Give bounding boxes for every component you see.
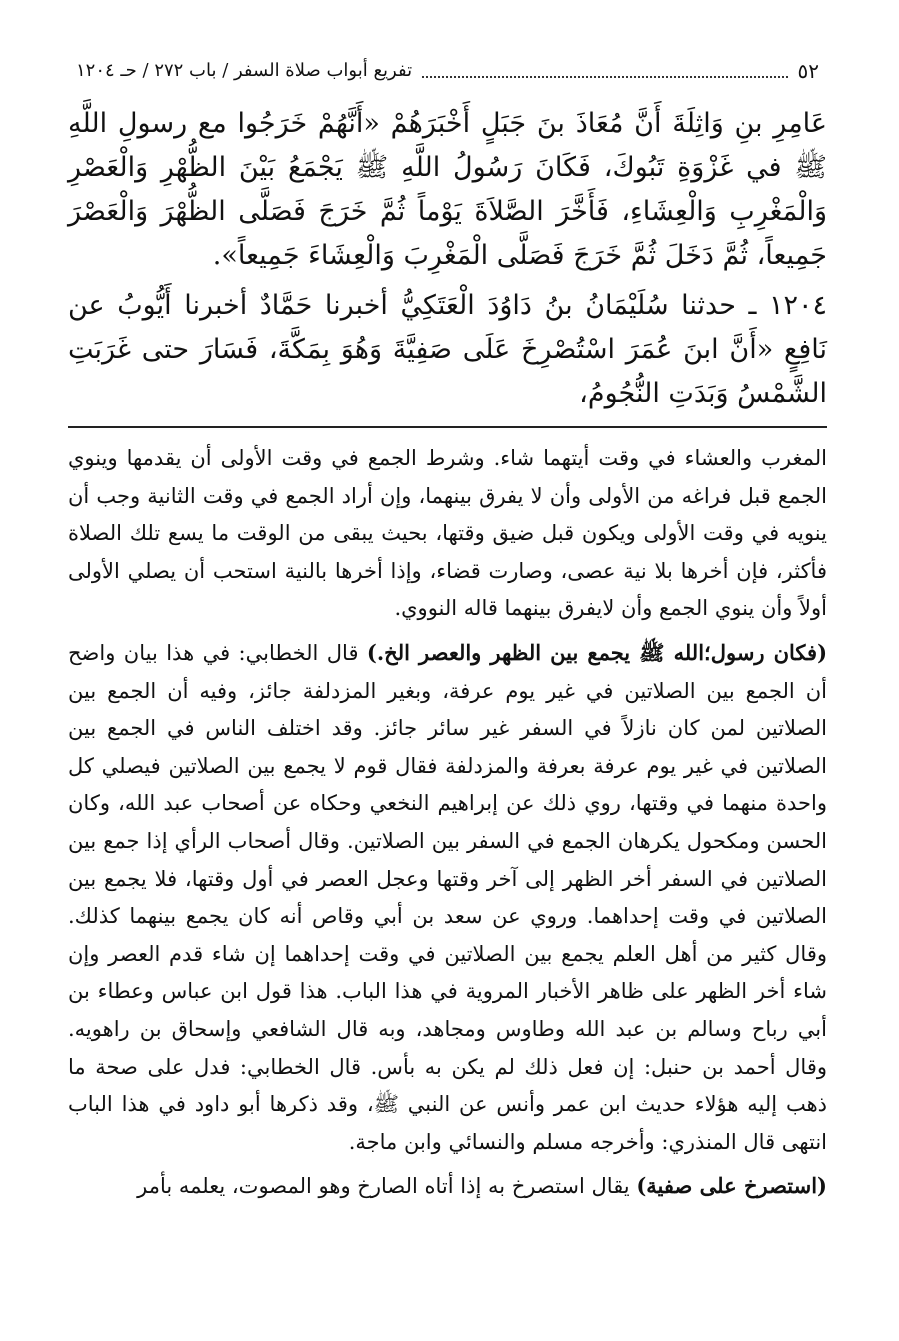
footnote-separator-line bbox=[68, 426, 827, 428]
commentary-term: (فكان رسول؛الله ﷺ يجمع بين الظهر والعصر الخ.) bbox=[366, 639, 828, 665]
running-header bbox=[68, 56, 827, 86]
commentary-body: يقال استصرخ به إذا أتاه الصارخ وهو المصوت، يعلمه بأمر bbox=[137, 1174, 637, 1199]
commentary-body: قال الخطابي: في هذا بيان واضح أن الجمع بين الصلاتين في غير يوم عرفة، وبغير المزدلفة جائز، وفيه أن الجمع بين الصلاتين لمن كان نازلاً في السفر غير سائر جائز. وقد اختلف الناس في الجمع بين الصلاتين في غير يوم عرفة بعرفة والمزدلفة فقال قوم لا يجمع بين الصلاتين فيصلي كل واحدة منهما في وقتها، روي ذلك عن إبراهيم النخعي وحكاه عن أصحاب عبد الله، وكان الحسن ومكحول يكرهان الجمع في السفر بين الصلاتين. وقال أصحاب الرأي إذا جمع بين الصلاتين في السفر أخر الظهر إلى آخر وقتها وعجل العصر في أول وقتها، فلا يجمع بين الصلاتين في وقت إحداهما. وروي عن سعد بن أبي وقاص أنه كان يجمع بينهما كذلك. وقال كثير من أهل العلم يجمع بين الصلاتين في وقت إحداهما إن شاء قدم العصر وإن شاء أخر الظهر على ظاهر الأخبار المروية في هذا الباب. هذا قول ابن عباس وعطاء بن أبي رباح وسالم بن عبد الله وطاوس ومجاهد، وبه قال الشافعي وإسحاق بن راهويه. وقال أحمد بن حنبل: إن فعل ذلك لم يكن به بأس. قال الخطابي: فدل على صحة ما ذهب إليه هؤلاء حديث ابن عمر وأنس عن النبي ﷺ، وقد ذكرها أبو داود في هذا الباب انتهى قال المنذري: وأخرجه مسلم والنسائي وابن ماجة. bbox=[68, 640, 827, 1154]
commentary-paragraph: المغرب والعشاء في وقت أيتهما شاء. وشرط الجمع في وقت الأولى أن يقدمها وينوي الجمع قبل فراغه من الأولى وأن لا يفرق بينهما، وإن أراد الجمع في وقت الثانية وجب أن ينويه في وقت الأولى ويكون قبل ضيق وقتها، بحيث يبقى من الوقت ما يسع تلك الصلاة فأكثر، فإن أخرها بلا نية عصى، وصارت قضاء، وإذا أخرها بالنية استحب أن يصلي الأولى أولاً وأن ينوي الجمع وأن لايفرق بينهما قاله النووي. bbox=[68, 446, 827, 621]
hadith-1204-paragraph: ١٢٠٤ ـ حدثنا سُلَيْمَانُ بنُ دَاوُدَ الْعَتَكِيُّ أخبرنا حَمَّادٌ أخبرنا أَيُّوبُ عن نَافِعٍ «أَنَّ ابنَ عُمَرَ اسْتُصْرِخَ عَلَى صَفِيَّةَ وَهُوَ بِمَكَّةَ، فَسَارَ حتى غَرَبَتِ الشَّمْسُ وَبَدَتِ النُّجُومُ، bbox=[68, 290, 827, 409]
commentary-paragraph bbox=[68, 634, 827, 1161]
header-dot-leader bbox=[422, 64, 787, 78]
hadith-paragraph: عَامِرِ بنِ وَاثِلَةَ أَنَّ مُعَاذَ بنَ جَبَلٍ أَخْبَرَهُمْ «أَنَّهُمْ خَرَجُوا مع رسولِ اللَّهِ ﷺ في غَزْوَةِ تَبُوكَ، فَكَانَ رَسُولُ اللَّهِ ﷺ يَجْمَعُ بَيْنَ الظُّهْرِ وَالْعَصْرِ وَالْمَغْرِبِ وَالْعِشَاءِ، فَأَخَّرَ الصَّلاَةَ يَوْماً ثُمَّ خَرَجَ فَصَلَّى الظُّهْرَ وَالْعَصْرَ جَمِيعاً، ثُمَّ دَخَلَ ثُمَّ خَرَجَ فَصَلَّى الْمَغْرِبَ وَالْعِشَاءَ جَمِيعاً». bbox=[68, 108, 827, 271]
header-title: تفريع أبواب صلاة السفر / باب ٢٧٢ / حـ ١٢٠٤ bbox=[76, 60, 413, 81]
commentary-paragraph bbox=[68, 1167, 827, 1206]
commentary-text bbox=[68, 440, 827, 1206]
page-number: ٥٢ bbox=[797, 59, 819, 83]
commentary-term: (استصرخ على صفية) bbox=[636, 1173, 827, 1199]
hadith-text bbox=[68, 102, 827, 416]
